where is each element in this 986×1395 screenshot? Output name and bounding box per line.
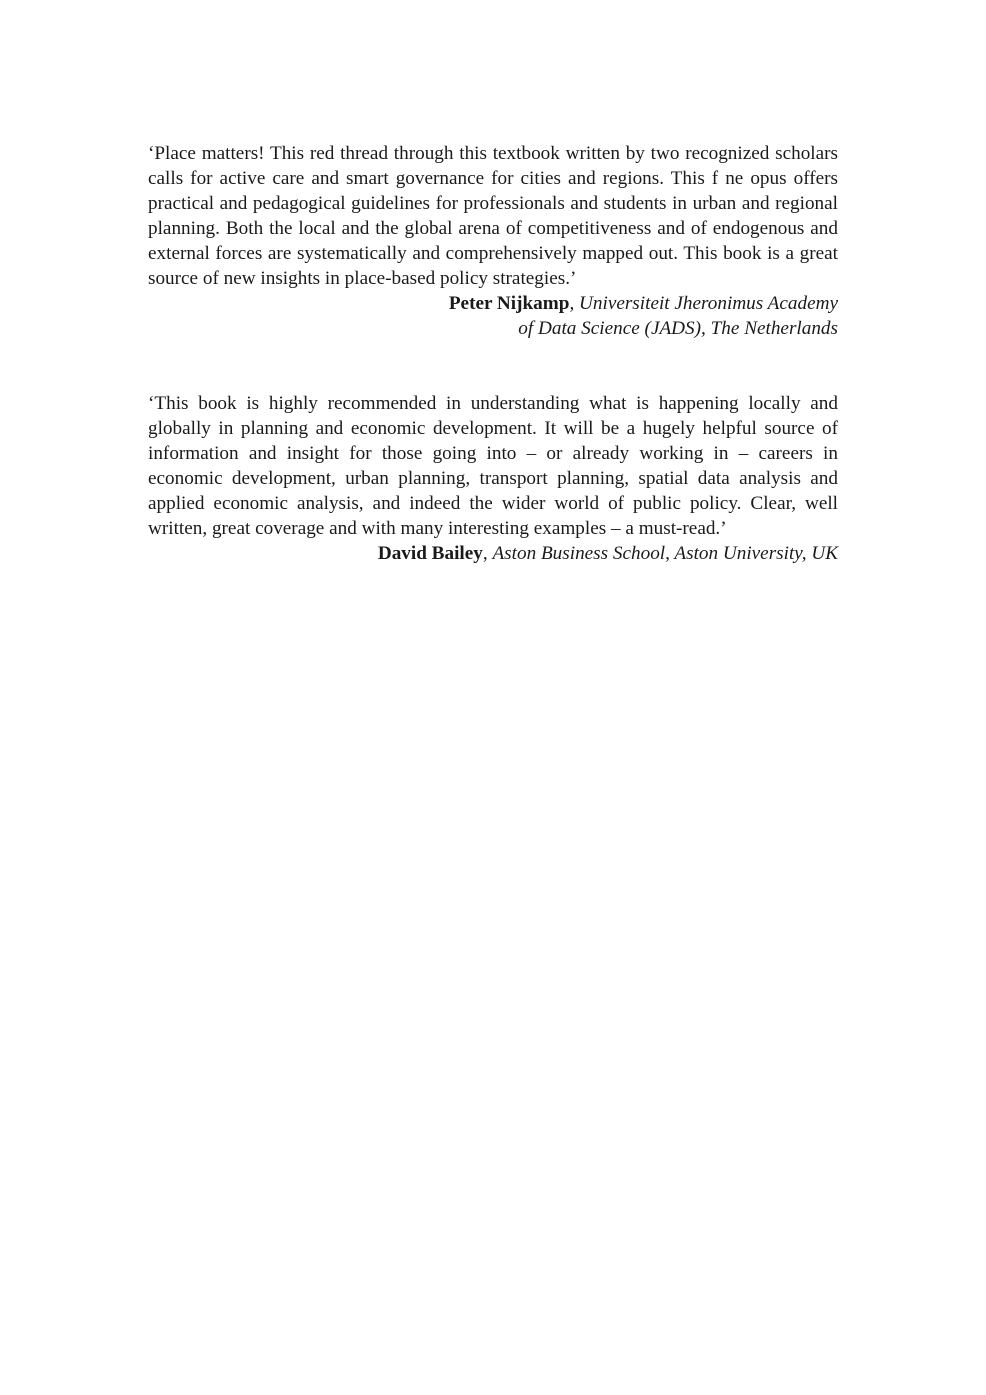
endorsement-quote: ‘This book is highly recommended in understanding what is happening locally and globally in planning and economic development. It will be a hugely helpful source of information and insight for those going into – or already working in – careers in economic development, urban planning, transport planning, spatial data analysis and applied economic analysis, and indeed the wider world of public policy. Clear, well written, great coverage and with many interesting examples – a must-read.’: [148, 393, 838, 539]
endorser-name: David Bailey: [377, 543, 483, 564]
endorser-affiliation-continued: of Data Science (JADS), The Netherlands: [518, 318, 838, 339]
endorsement-attribution: [148, 541, 838, 566]
endorsement-quote: ‘Place matters! This red thread through this textbook written by two recognized scholars calls for active care and smart governance for cities and regions. This f ne opus offers practical and pedagogical guidelines for professionals and students in urban and regional planning. Both the local and the global arena of competitiveness and of endogenous and external forces are systematically and comprehensively mapped out. This book is a great source of new insights in place-based policy strategies.’: [148, 143, 838, 289]
endorser-affiliation: Aston Business School, Aston University, UK: [492, 543, 838, 564]
attribution-separator: ,: [482, 543, 493, 564]
endorsement-bailey: [148, 391, 838, 566]
endorsement-attribution: [148, 291, 838, 341]
endorser-name: Peter Nijkamp: [448, 293, 570, 314]
attribution-separator: ,: [569, 293, 580, 314]
endorser-affiliation: Universiteit Jheronimus Academy: [579, 293, 838, 314]
endorsement-nijkamp: [148, 141, 838, 341]
